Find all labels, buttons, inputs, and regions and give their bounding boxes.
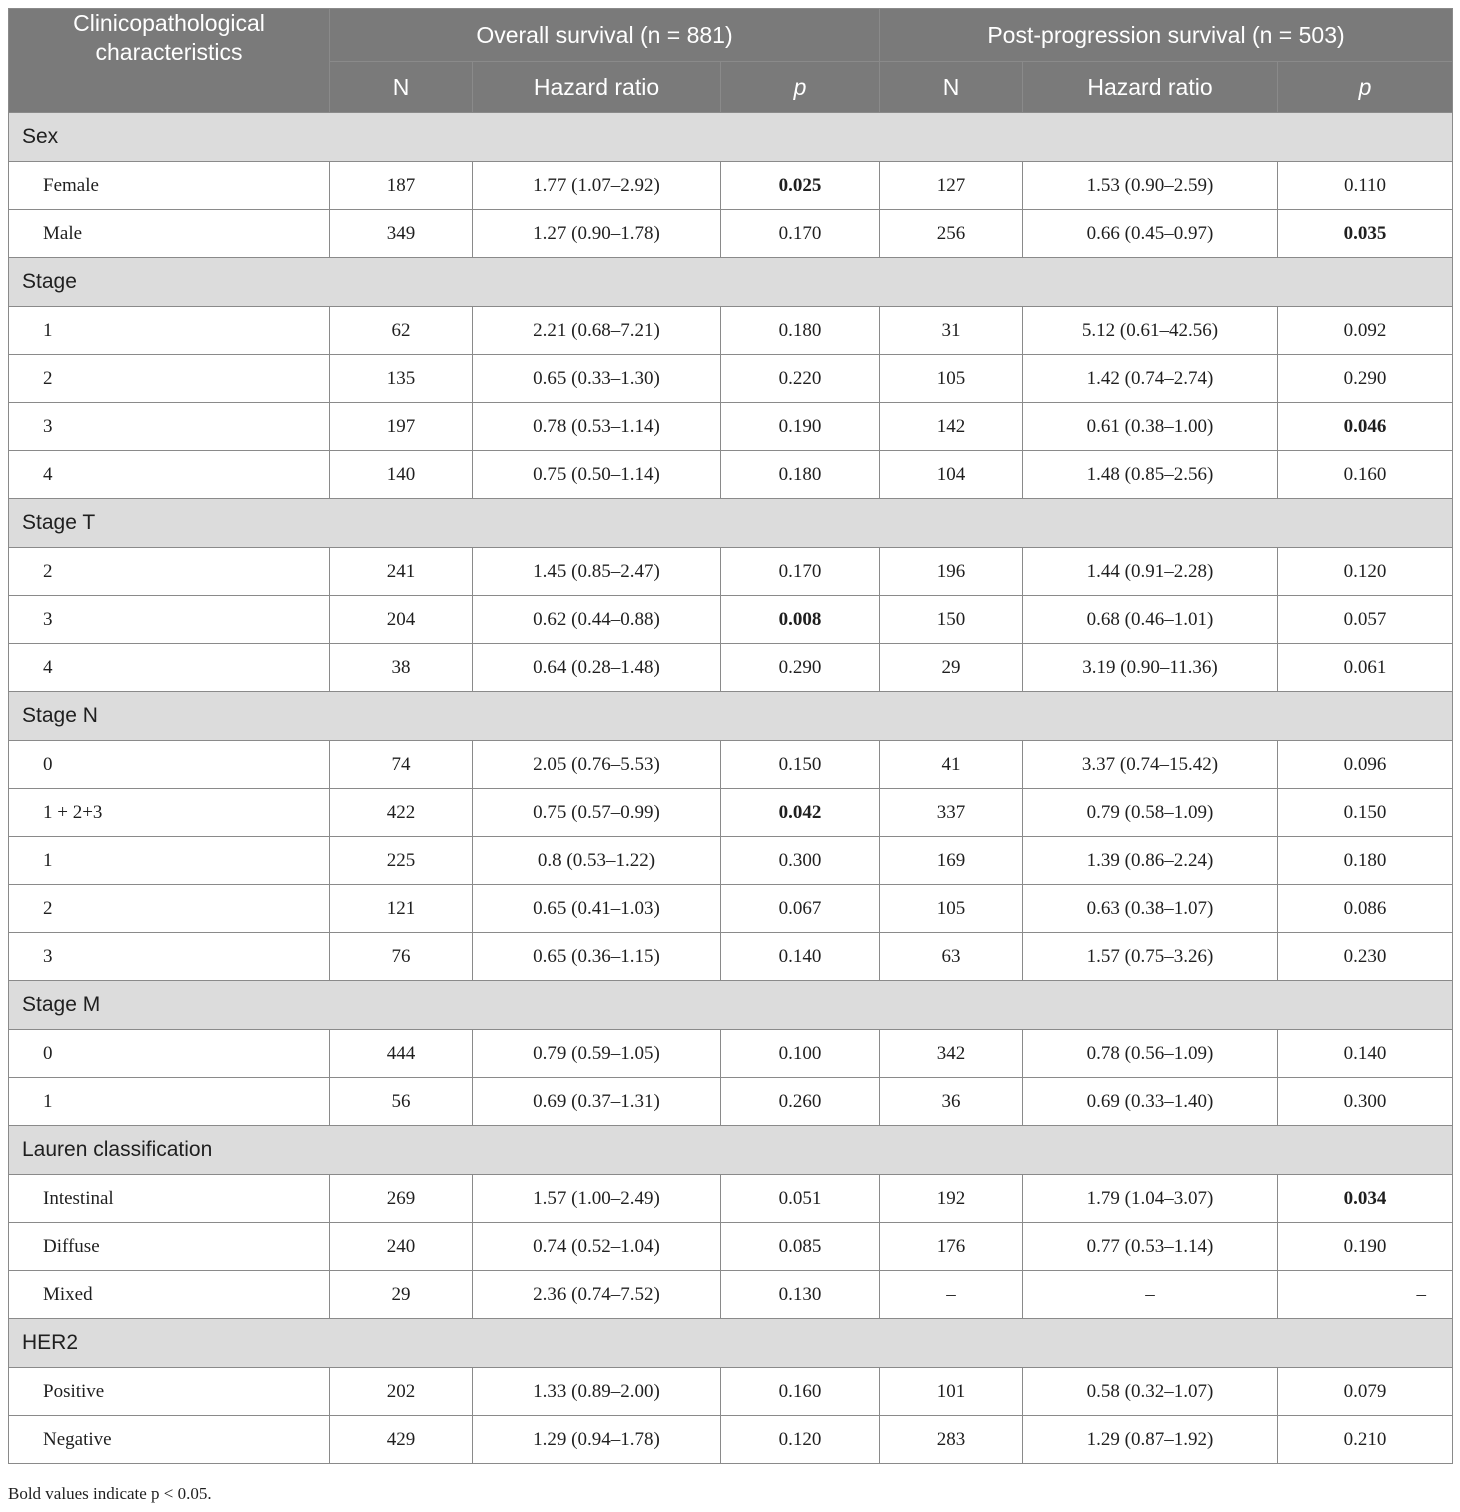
table-row <box>9 1030 1453 1078</box>
pps-hazard-ratio-cell: 1.48 (0.85–2.56) <box>1023 451 1278 499</box>
section-row <box>9 113 1453 162</box>
pps-p-cell: 0.140 <box>1278 1030 1453 1078</box>
section-row <box>9 692 1453 741</box>
table-row <box>9 1223 1453 1271</box>
row-label: Female <box>9 162 330 210</box>
pps-n-cell: 36 <box>880 1078 1023 1126</box>
table-row <box>9 789 1453 837</box>
os-p-cell: 0.160 <box>721 1368 880 1416</box>
pps-hazard-ratio-cell: 0.58 (0.32–1.07) <box>1023 1368 1278 1416</box>
os-p-cell: 0.025 <box>721 162 880 210</box>
table-row <box>9 403 1453 451</box>
survival-table <box>8 8 1453 1464</box>
os-n-cell: 62 <box>330 307 473 355</box>
row-label: 2 <box>9 355 330 403</box>
row-label: Positive <box>9 1368 330 1416</box>
section-title: Stage <box>9 258 1453 307</box>
section-title: Stage T <box>9 499 1453 548</box>
pps-p-cell: 0.110 <box>1278 162 1453 210</box>
characteristics-header: Clinicopathological characteristics <box>9 9 330 113</box>
os-n-cell: 74 <box>330 741 473 789</box>
os-p-cell: 0.051 <box>721 1175 880 1223</box>
pps-p-cell: 0.034 <box>1278 1175 1453 1223</box>
pps-n-cell: – <box>880 1271 1023 1319</box>
pps-n-cell: 105 <box>880 885 1023 933</box>
pps-hazard-ratio-cell: 1.42 (0.74–2.74) <box>1023 355 1278 403</box>
table-row <box>9 210 1453 258</box>
os-hazard-ratio-cell: 0.79 (0.59–1.05) <box>473 1030 721 1078</box>
os-hazard-ratio-cell: 0.62 (0.44–0.88) <box>473 596 721 644</box>
pps-p-cell: 0.079 <box>1278 1368 1453 1416</box>
os-n-cell: 240 <box>330 1223 473 1271</box>
section-title: Sex <box>9 113 1453 162</box>
pps-p-cell: 0.300 <box>1278 1078 1453 1126</box>
os-hazard-ratio-cell: 2.05 (0.76–5.53) <box>473 741 721 789</box>
table-header <box>9 9 1453 113</box>
table-row <box>9 548 1453 596</box>
os-n-cell: 56 <box>330 1078 473 1126</box>
row-label: 3 <box>9 596 330 644</box>
pps-n-cell: 142 <box>880 403 1023 451</box>
os-hazard-ratio-cell: 1.45 (0.85–2.47) <box>473 548 721 596</box>
table-row <box>9 1078 1453 1126</box>
pps-hazard-ratio-cell: 0.78 (0.56–1.09) <box>1023 1030 1278 1078</box>
os-hazard-ratio-cell: 0.74 (0.52–1.04) <box>473 1223 721 1271</box>
os-p-cell: 0.170 <box>721 210 880 258</box>
os-hazard-ratio-cell: 0.65 (0.36–1.15) <box>473 933 721 981</box>
pps-n-cell: 104 <box>880 451 1023 499</box>
pps-n-cell: 31 <box>880 307 1023 355</box>
pps-p-cell: 0.190 <box>1278 1223 1453 1271</box>
overall-survival-header: Overall survival (n = 881) <box>330 9 880 62</box>
row-label: 4 <box>9 644 330 692</box>
os-n-cell: 269 <box>330 1175 473 1223</box>
table-footnote: Bold values indicate p < 0.05. <box>8 1484 212 1503</box>
section-title: Stage N <box>9 692 1453 741</box>
os-n-cell: 29 <box>330 1271 473 1319</box>
table-body <box>9 113 1453 1464</box>
pps-hazard-ratio-cell: 0.77 (0.53–1.14) <box>1023 1223 1278 1271</box>
pps-n-cell: 192 <box>880 1175 1023 1223</box>
os-n-cell: 140 <box>330 451 473 499</box>
pps-n-header: N <box>880 62 1023 113</box>
os-n-cell: 121 <box>330 885 473 933</box>
table-row <box>9 644 1453 692</box>
section-row <box>9 1126 1453 1175</box>
pps-p-cell: 0.290 <box>1278 355 1453 403</box>
pps-hazard-ratio-cell: 3.37 (0.74–15.42) <box>1023 741 1278 789</box>
os-hazard-ratio-cell: 0.65 (0.33–1.30) <box>473 355 721 403</box>
pps-hazard-ratio-cell: 1.29 (0.87–1.92) <box>1023 1416 1278 1464</box>
os-p-cell: 0.130 <box>721 1271 880 1319</box>
os-hazard-ratio-cell: 1.57 (1.00–2.49) <box>473 1175 721 1223</box>
pps-p-cell: 0.120 <box>1278 548 1453 596</box>
row-label: Male <box>9 210 330 258</box>
os-p-cell: 0.220 <box>721 355 880 403</box>
table-row <box>9 451 1453 499</box>
pps-hazard-ratio-cell: – <box>1023 1271 1278 1319</box>
os-n-cell: 187 <box>330 162 473 210</box>
row-label: Negative <box>9 1416 330 1464</box>
section-row <box>9 981 1453 1030</box>
os-n-cell: 444 <box>330 1030 473 1078</box>
row-label: 3 <box>9 933 330 981</box>
os-p-cell: 0.170 <box>721 548 880 596</box>
pps-p-cell: 0.057 <box>1278 596 1453 644</box>
pps-n-cell: 41 <box>880 741 1023 789</box>
table-row <box>9 885 1453 933</box>
pps-n-cell: 105 <box>880 355 1023 403</box>
pps-hazard-ratio-cell: 0.79 (0.58–1.09) <box>1023 789 1278 837</box>
pps-p-cell: 0.160 <box>1278 451 1453 499</box>
table-row <box>9 837 1453 885</box>
pps-p-cell: 0.210 <box>1278 1416 1453 1464</box>
row-label: 2 <box>9 548 330 596</box>
pps-hazard-ratio-cell: 1.39 (0.86–2.24) <box>1023 837 1278 885</box>
table-row <box>9 355 1453 403</box>
os-p-cell: 0.067 <box>721 885 880 933</box>
pps-n-cell: 337 <box>880 789 1023 837</box>
pps-hazard-ratio-cell: 0.69 (0.33–1.40) <box>1023 1078 1278 1126</box>
os-hazard-ratio-cell: 0.8 (0.53–1.22) <box>473 837 721 885</box>
row-label: 1 <box>9 307 330 355</box>
table-row <box>9 741 1453 789</box>
row-label: 3 <box>9 403 330 451</box>
os-p-cell: 0.008 <box>721 596 880 644</box>
pps-p-cell: 0.230 <box>1278 933 1453 981</box>
pps-hazard-ratio-cell: 1.57 (0.75–3.26) <box>1023 933 1278 981</box>
section-row <box>9 1319 1453 1368</box>
row-label: 0 <box>9 1030 330 1078</box>
pps-hazard-ratio-cell: 0.61 (0.38–1.00) <box>1023 403 1278 451</box>
pps-p-cell: 0.046 <box>1278 403 1453 451</box>
pps-p-header: p <box>1278 62 1453 113</box>
pps-hazard-ratio-header: Hazard ratio <box>1023 62 1278 113</box>
table-row <box>9 307 1453 355</box>
post-progression-survival-header: Post-progression survival (n = 503) <box>880 9 1453 62</box>
table-row <box>9 1368 1453 1416</box>
os-p-cell: 0.085 <box>721 1223 880 1271</box>
section-row <box>9 499 1453 548</box>
pps-p-cell: 0.096 <box>1278 741 1453 789</box>
os-p-cell: 0.120 <box>721 1416 880 1464</box>
os-p-cell: 0.260 <box>721 1078 880 1126</box>
section-title: Stage M <box>9 981 1453 1030</box>
table-row <box>9 1416 1453 1464</box>
os-n-cell: 202 <box>330 1368 473 1416</box>
os-n-cell: 422 <box>330 789 473 837</box>
pps-n-cell: 283 <box>880 1416 1023 1464</box>
table-row <box>9 596 1453 644</box>
row-label: 0 <box>9 741 330 789</box>
pps-n-cell: 29 <box>880 644 1023 692</box>
pps-hazard-ratio-cell: 1.53 (0.90–2.59) <box>1023 162 1278 210</box>
pps-p-cell: 0.180 <box>1278 837 1453 885</box>
os-hazard-ratio-cell: 0.75 (0.57–0.99) <box>473 789 721 837</box>
os-n-cell: 204 <box>330 596 473 644</box>
os-p-cell: 0.140 <box>721 933 880 981</box>
os-hazard-ratio-cell: 1.77 (1.07–2.92) <box>473 162 721 210</box>
pps-p-cell: 0.150 <box>1278 789 1453 837</box>
os-hazard-ratio-cell: 0.69 (0.37–1.31) <box>473 1078 721 1126</box>
os-n-cell: 241 <box>330 548 473 596</box>
row-label: 1 <box>9 1078 330 1126</box>
os-hazard-ratio-cell: 0.78 (0.53–1.14) <box>473 403 721 451</box>
pps-n-cell: 127 <box>880 162 1023 210</box>
os-p-header: p <box>721 62 880 113</box>
pps-hazard-ratio-cell: 3.19 (0.90–11.36) <box>1023 644 1278 692</box>
pps-n-cell: 256 <box>880 210 1023 258</box>
section-title: HER2 <box>9 1319 1453 1368</box>
section-title: Lauren classification <box>9 1126 1453 1175</box>
os-p-cell: 0.190 <box>721 403 880 451</box>
os-hazard-ratio-cell: 0.75 (0.50–1.14) <box>473 451 721 499</box>
row-label: 4 <box>9 451 330 499</box>
os-p-cell: 0.290 <box>721 644 880 692</box>
pps-n-cell: 150 <box>880 596 1023 644</box>
pps-hazard-ratio-cell: 1.79 (1.04–3.07) <box>1023 1175 1278 1223</box>
os-p-cell: 0.180 <box>721 451 880 499</box>
pps-n-cell: 196 <box>880 548 1023 596</box>
pps-hazard-ratio-cell: 5.12 (0.61–42.56) <box>1023 307 1278 355</box>
os-n-header: N <box>330 62 473 113</box>
section-row <box>9 258 1453 307</box>
row-label: Mixed <box>9 1271 330 1319</box>
pps-n-cell: 342 <box>880 1030 1023 1078</box>
table-row <box>9 1271 1453 1319</box>
table-row <box>9 933 1453 981</box>
os-n-cell: 225 <box>330 837 473 885</box>
os-hazard-ratio-header: Hazard ratio <box>473 62 721 113</box>
pps-n-cell: 101 <box>880 1368 1023 1416</box>
os-hazard-ratio-cell: 1.29 (0.94–1.78) <box>473 1416 721 1464</box>
pps-n-cell: 176 <box>880 1223 1023 1271</box>
os-p-cell: 0.150 <box>721 741 880 789</box>
os-n-cell: 38 <box>330 644 473 692</box>
os-p-cell: 0.100 <box>721 1030 880 1078</box>
row-label: 1 + 2+3 <box>9 789 330 837</box>
row-label: Intestinal <box>9 1175 330 1223</box>
pps-p-cell: 0.035 <box>1278 210 1453 258</box>
os-p-cell: 0.180 <box>721 307 880 355</box>
os-n-cell: 135 <box>330 355 473 403</box>
os-hazard-ratio-cell: 0.65 (0.41–1.03) <box>473 885 721 933</box>
row-label: Diffuse <box>9 1223 330 1271</box>
pps-p-cell: 0.061 <box>1278 644 1453 692</box>
os-n-cell: 349 <box>330 210 473 258</box>
row-label: 2 <box>9 885 330 933</box>
pps-hazard-ratio-cell: 0.68 (0.46–1.01) <box>1023 596 1278 644</box>
table-row <box>9 1175 1453 1223</box>
pps-p-cell: 0.086 <box>1278 885 1453 933</box>
os-n-cell: 76 <box>330 933 473 981</box>
pps-p-cell: – <box>1278 1271 1453 1319</box>
os-p-cell: 0.300 <box>721 837 880 885</box>
os-hazard-ratio-cell: 1.33 (0.89–2.00) <box>473 1368 721 1416</box>
os-hazard-ratio-cell: 2.21 (0.68–7.21) <box>473 307 721 355</box>
pps-hazard-ratio-cell: 0.66 (0.45–0.97) <box>1023 210 1278 258</box>
os-hazard-ratio-cell: 1.27 (0.90–1.78) <box>473 210 721 258</box>
os-n-cell: 429 <box>330 1416 473 1464</box>
table-row <box>9 162 1453 210</box>
pps-n-cell: 63 <box>880 933 1023 981</box>
pps-n-cell: 169 <box>880 837 1023 885</box>
os-hazard-ratio-cell: 0.64 (0.28–1.48) <box>473 644 721 692</box>
row-label: 1 <box>9 837 330 885</box>
pps-p-cell: 0.092 <box>1278 307 1453 355</box>
pps-hazard-ratio-cell: 1.44 (0.91–2.28) <box>1023 548 1278 596</box>
os-hazard-ratio-cell: 2.36 (0.74–7.52) <box>473 1271 721 1319</box>
os-p-cell: 0.042 <box>721 789 880 837</box>
os-n-cell: 197 <box>330 403 473 451</box>
pps-hazard-ratio-cell: 0.63 (0.38–1.07) <box>1023 885 1278 933</box>
